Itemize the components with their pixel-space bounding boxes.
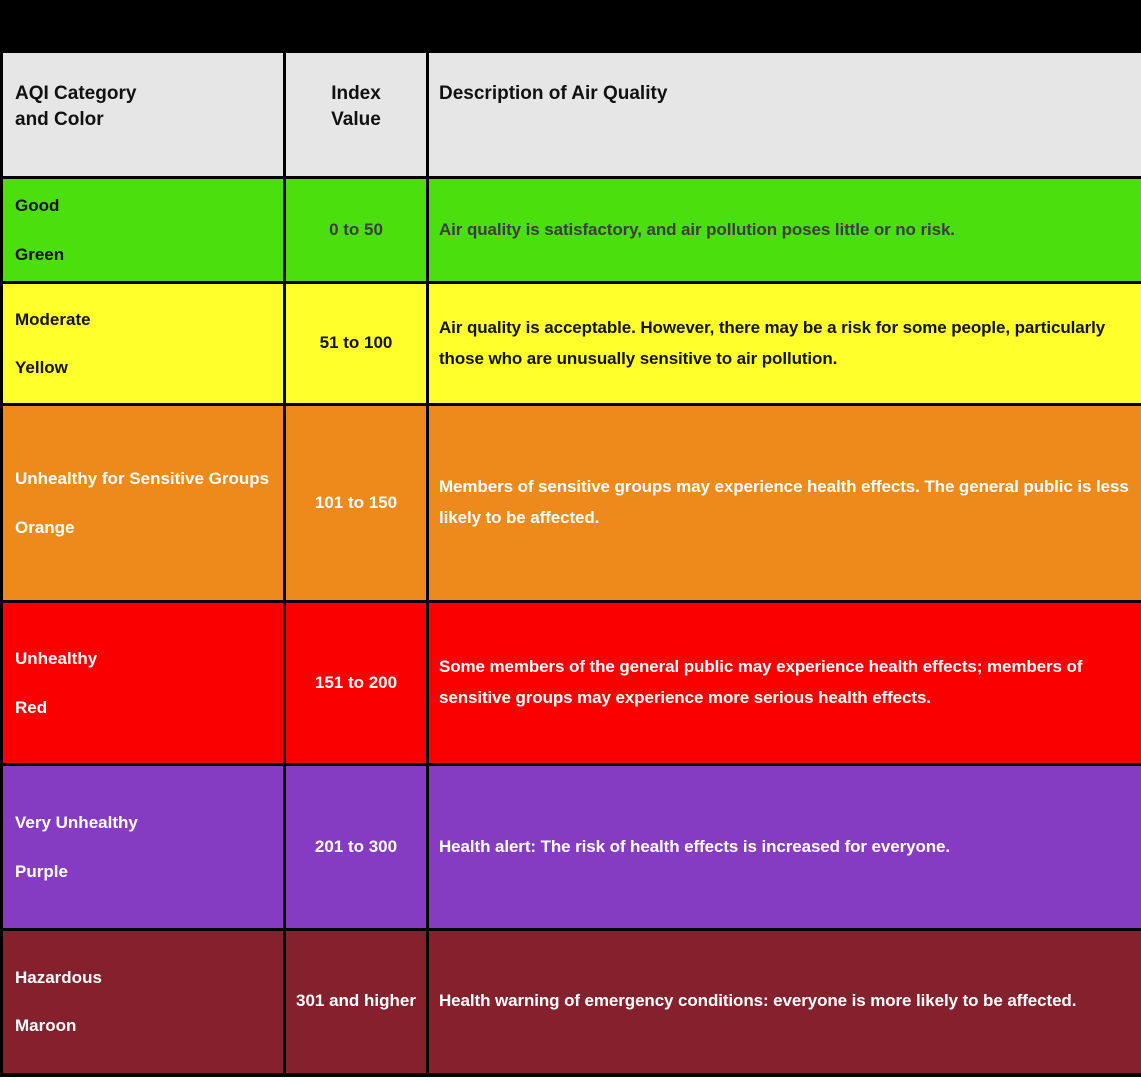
- category-cell: [2, 930, 285, 1075]
- index-value: 151 to 200: [285, 602, 428, 765]
- description-cell: Some members of the general public may experience health effects; members of sensitive groups may experience more serious health effects.: [428, 602, 1141, 765]
- aqi-table: [0, 50, 1141, 1077]
- description-cell: Air quality is satisfactory, and air pollution poses little or no risk.: [428, 178, 1141, 283]
- table-row-unhealthy-sensitive: [2, 405, 1141, 602]
- category-name: Moderate: [15, 309, 91, 329]
- table-header-row: [2, 52, 1141, 178]
- category-color-name: Green: [15, 244, 65, 264]
- category-color-name: Maroon: [15, 1016, 77, 1036]
- description-cell: Members of sensitive groups may experience health effects. The general public is less likely to be affected.: [428, 405, 1141, 602]
- description-cell: Health alert: The risk of health effects is increased for everyone.: [428, 765, 1141, 930]
- header-description-column: Description of Air Quality: [428, 52, 1141, 178]
- category-color-name: Red: [15, 697, 48, 717]
- index-value: 0 to 50: [285, 178, 428, 283]
- table-row-unhealthy: [2, 602, 1141, 765]
- top-black-banner: [0, 0, 1141, 50]
- header-category-line1: AQI Category: [15, 83, 137, 104]
- category-name: Very Unhealthy: [15, 813, 138, 833]
- description-cell: Health warning of emergency conditions: everyone is more likely to be affected.: [428, 930, 1141, 1075]
- table-row-moderate: [2, 283, 1141, 405]
- category-cell: [2, 602, 285, 765]
- header-index-column: [285, 52, 428, 178]
- category-cell: [2, 765, 285, 930]
- header-category-column: [2, 52, 285, 178]
- header-index-line1: Index: [331, 83, 381, 104]
- header-category-line2: and Color: [15, 108, 104, 130]
- category-cell: [2, 405, 285, 602]
- category-name: Good: [15, 196, 60, 216]
- category-cell: [2, 178, 285, 283]
- table-row-hazardous: [2, 930, 1141, 1075]
- table-row-very-unhealthy: [2, 765, 1141, 930]
- header-index-line2: Value: [331, 108, 381, 130]
- index-value: 201 to 300: [285, 765, 428, 930]
- category-color-name: Yellow: [15, 358, 68, 377]
- category-name: Hazardous: [15, 968, 102, 987]
- category-name: Unhealthy for Sensitive Groups: [15, 469, 270, 489]
- index-value: 301 and higher: [285, 930, 428, 1075]
- index-value: 51 to 100: [285, 283, 428, 405]
- category-name: Unhealthy: [15, 649, 98, 669]
- category-color-name: Purple: [15, 861, 68, 881]
- category-cell: [2, 283, 285, 405]
- category-color-name: Orange: [15, 517, 75, 537]
- table-row-good: [2, 178, 1141, 283]
- index-value: 101 to 150: [285, 405, 428, 602]
- description-cell: Air quality is acceptable. However, there may be a risk for some people, particularly those who are unusually sensitive to air pollution.: [428, 283, 1141, 405]
